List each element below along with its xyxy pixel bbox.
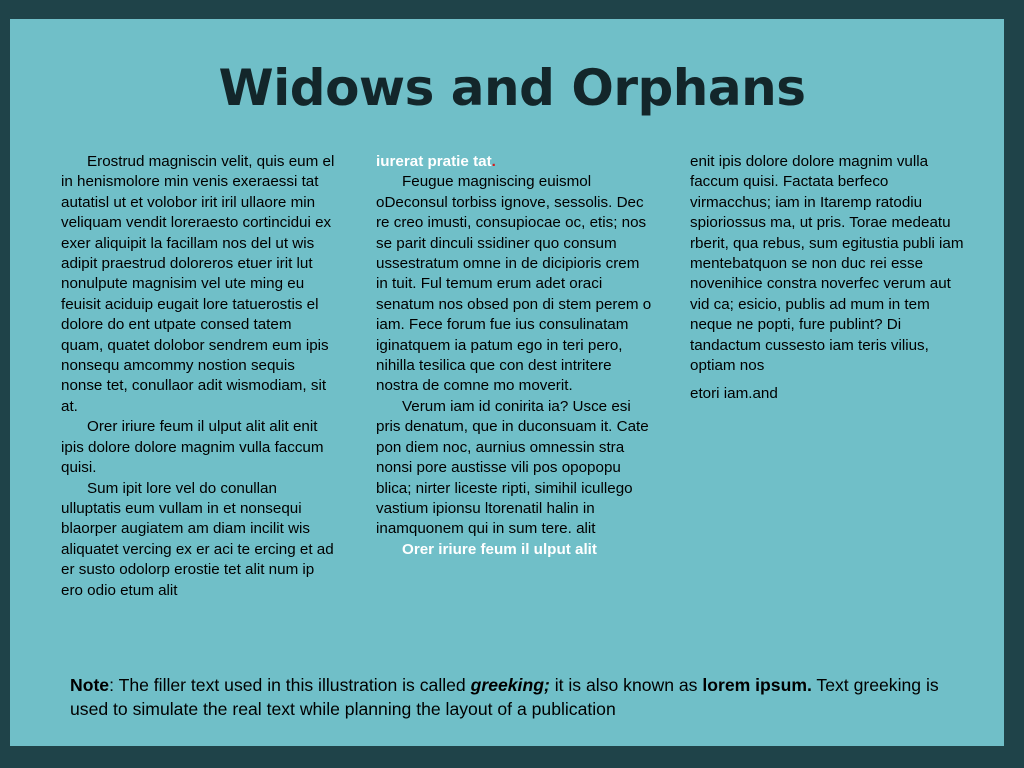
note-text xyxy=(70,673,970,721)
note-term-greeking: greeking; xyxy=(470,675,550,695)
paragraph: etori iam.and xyxy=(690,385,778,403)
note-text-part: it is also known as xyxy=(549,675,703,695)
paragraph: Verum iam id conirita ia? Usce esi pris denatum, que in duconsuam it. Cate pon diem noc, aurnius omnessin stra nonsi pore austisse vili pos opopopu blica; nirter liceste ripti, simihil icullego vastium ipionsu ltorenatil halin in inamquonem qui in sum tere. alit xyxy=(376,397,649,538)
paragraph: Orer iriure feum il ulput alit alit enit ipis dolore dolore magnim vulla faccum quisi. xyxy=(61,418,324,477)
paragraph: Sum ipit lore vel do conullan ulluptatis eum vullam in et nonsequi blaorper augiatem am diam incilit wis aliquatet vercing ex er aci te ercing et ad er susto odolorp erostie tet alit num ip ero odio etum alit xyxy=(61,479,334,599)
widow-text: iurerat pratie tat xyxy=(376,153,492,170)
text-column-2 xyxy=(376,152,652,560)
note-text-part: Text greeking is used to simulate the real text while planning the layout of a publication xyxy=(70,675,939,719)
orphan-line: Orer iriure feum il ulput alit xyxy=(402,540,597,558)
paragraph: Feugue magniscing euismol oDeconsul torbiss ignove, sessolis. Dec re creo imusti, consupiocae oc, etis; nos se parit dinculi ssidiner quo consum ussestratum omne in de dicipioris crem in tuit. Ful temum erum adet oraci senatum nos obsed pon di stem perem o iam. Fece forum fue ius consulinatam iginatquem ia patum ego in teri pero, nihilla tesilica que con dest intritere nostra de comne mo moverit. xyxy=(376,173,652,395)
text-column-1 xyxy=(61,152,337,601)
paragraph: Erostrud magniscin velit, quis eum el in henismolore min venis exeraessi tat autatisl ut et volobor irit iril ullaore min veliquam vendit loreraesto cortincidui ex exer aliquipit la facillam nos del ut wis adipit praestrud doloreros etuer irit lut nonulpute magnisim vel ute ming eu feuisit aciduip eugait lore tatuerostis el dolore do ent utpate consed tatem quam, quatet dolobor sendrem eum ipis nonsequ amcommy nostion sequis nonse tet, conullaor adit wismodiam, sit at. xyxy=(61,153,335,415)
page-title: Widows and Orphans xyxy=(218,59,806,117)
note-text-part: : The filler text used in this illustration is called xyxy=(109,675,471,695)
widow-period: . xyxy=(491,153,496,170)
note-label: Note xyxy=(70,675,110,695)
note-term-lorem-ipsum: lorem ipsum. xyxy=(702,675,812,695)
widow-line xyxy=(376,152,652,172)
paragraph: enit ipis dolore dolore magnim vulla faccum quisi. Factata berfeco virmacchus; iam in Itaremp ratodiu spioriossus ma, ut pris. Torae medeatu rberit, qua rebus, sum egitustia publi iam mentebatquon se non duc rei esse novenihice constra noverfec verum aut vid ca; esicio, publis ad mum in tem neque ne popti, fure publint? Di tandactum cussesto iam teris vilius, optiam nos xyxy=(690,153,964,375)
text-column-3 xyxy=(690,152,966,405)
